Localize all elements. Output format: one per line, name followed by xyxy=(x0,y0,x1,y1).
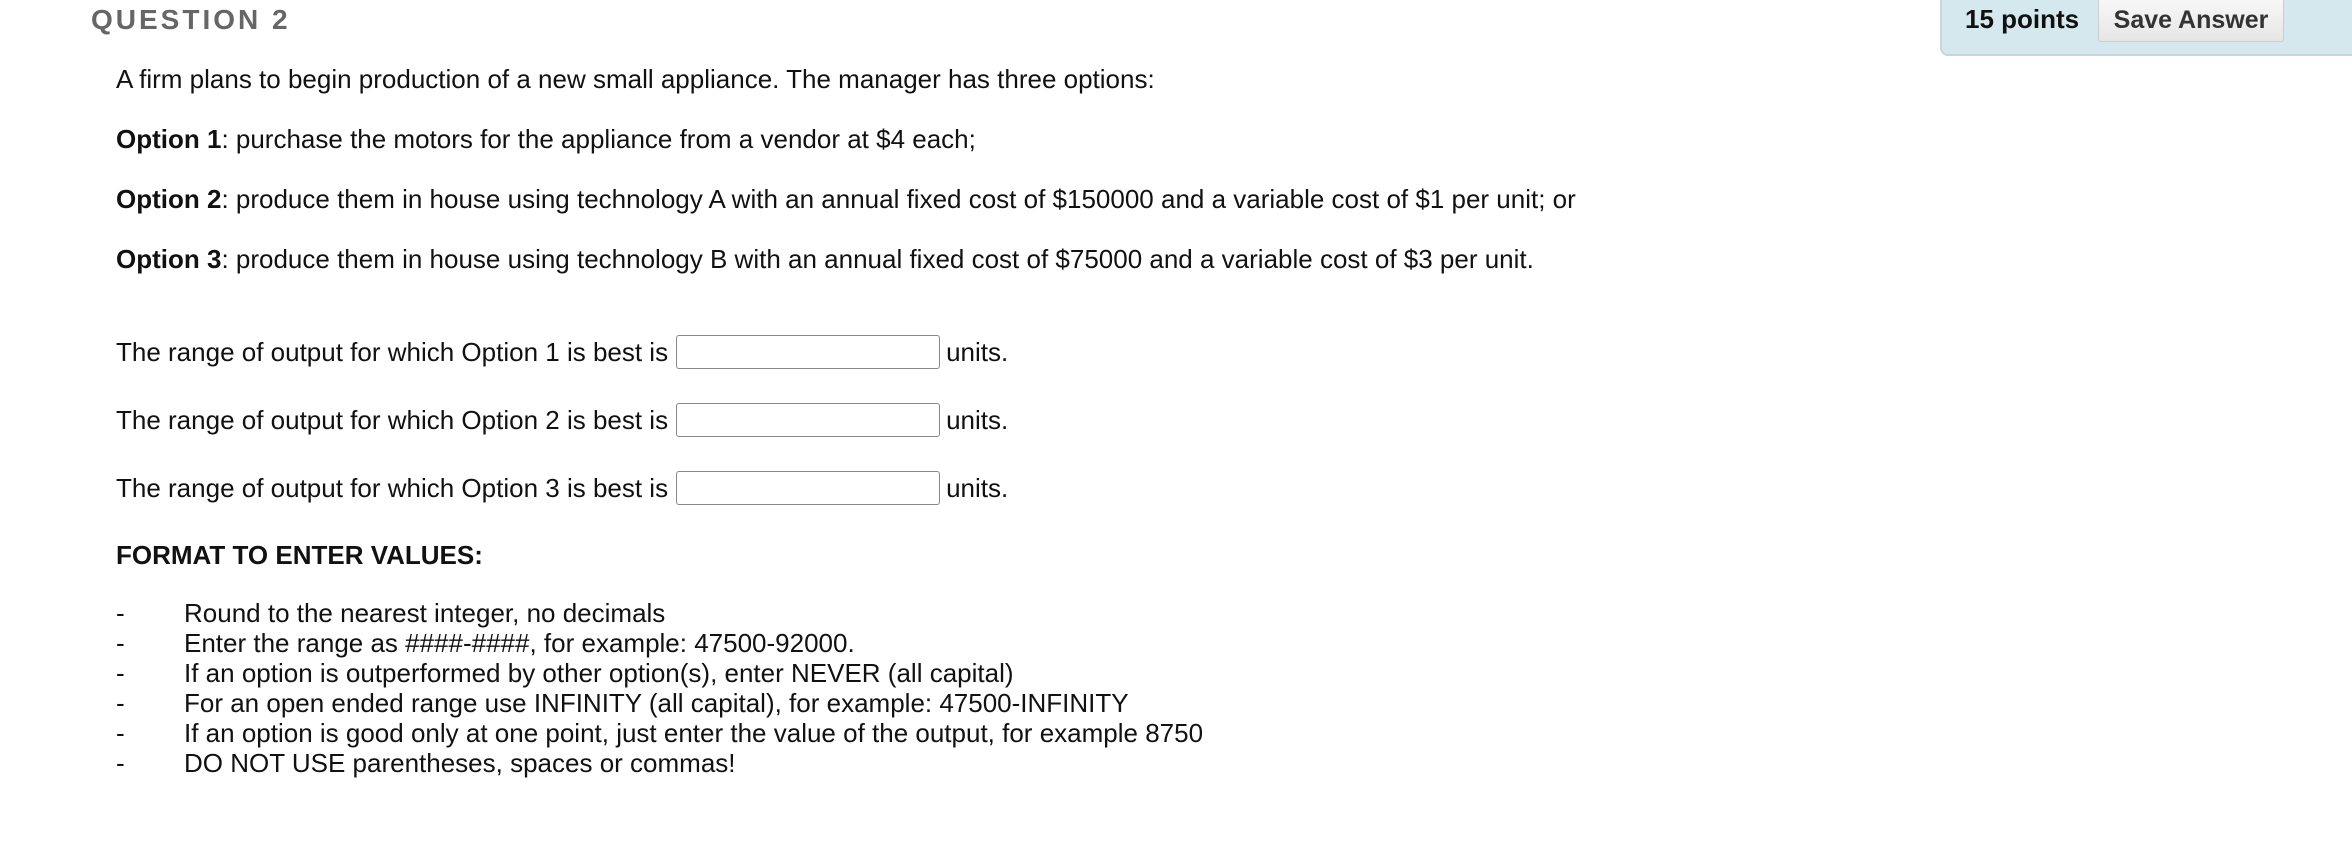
option-label: Option 2 xyxy=(116,184,222,214)
instruction-text: If an option is outperformed by other option(s), enter NEVER (all capital) xyxy=(184,658,1014,688)
units-label: units. xyxy=(946,404,1009,435)
answer-prompt: The range of output for which Option 3 is best is xyxy=(116,472,669,503)
answer-row-2 xyxy=(116,403,1008,437)
format-instructions-list xyxy=(116,598,1203,778)
list-item xyxy=(116,688,1203,718)
units-label: units. xyxy=(946,336,1009,367)
list-item xyxy=(116,628,1203,658)
option-3 xyxy=(116,244,1534,275)
list-item xyxy=(116,598,1203,628)
list-item xyxy=(116,718,1203,748)
option-1-range-input[interactable] xyxy=(676,335,940,369)
save-answer-button[interactable]: Save Answer xyxy=(2098,0,2284,42)
bullet: - xyxy=(116,658,125,688)
option-text: : produce them in house using technology B with an annual fixed cost of $75000 and a variable cost of $3 per unit. xyxy=(221,244,1534,274)
instruction-text: Round to the nearest integer, no decimals xyxy=(184,598,666,628)
option-label: Option 1 xyxy=(116,124,222,154)
instruction-text: If an option is good only at one point, just enter the value of the output, for example 8750 xyxy=(184,718,1204,748)
list-item xyxy=(116,658,1203,688)
bullet: - xyxy=(116,748,125,778)
points-label: 15 points xyxy=(1965,4,2080,34)
option-2-range-input[interactable] xyxy=(676,403,940,437)
question-title: QUESTION 2 xyxy=(91,4,291,35)
format-heading: FORMAT TO ENTER VALUES: xyxy=(116,540,483,570)
instruction-text: DO NOT USE parentheses, spaces or commas! xyxy=(184,748,736,778)
instruction-text: For an open ended range use INFINITY (all capital), for example: 47500-INFINITY xyxy=(184,688,1129,718)
answer-row-1 xyxy=(116,335,1008,369)
option-3-range-input[interactable] xyxy=(676,471,940,505)
units-label: units. xyxy=(946,472,1009,503)
bullet: - xyxy=(116,598,125,628)
list-item xyxy=(116,748,1203,778)
intro-text: A firm plans to begin production of a new small appliance. The manager has three options: xyxy=(116,64,1155,94)
option-text: : produce them in house using technology A with an annual fixed cost of $150000 and a variable cost of $1 per unit; or xyxy=(221,184,1576,214)
bullet: - xyxy=(116,688,125,718)
option-label: Option 3 xyxy=(116,244,222,274)
answer-prompt: The range of output for which Option 1 is best is xyxy=(116,336,669,367)
answer-row-3 xyxy=(116,471,1008,505)
answer-prompt: The range of output for which Option 2 is best is xyxy=(116,404,669,435)
option-text: : purchase the motors for the appliance from a vendor at $4 each; xyxy=(221,124,976,154)
option-2 xyxy=(116,184,1576,215)
instruction-text: Enter the range as ####-####, for example: 47500-92000. xyxy=(184,628,855,658)
bullet: - xyxy=(116,628,125,658)
bullet: - xyxy=(116,718,125,748)
option-1 xyxy=(116,124,976,155)
